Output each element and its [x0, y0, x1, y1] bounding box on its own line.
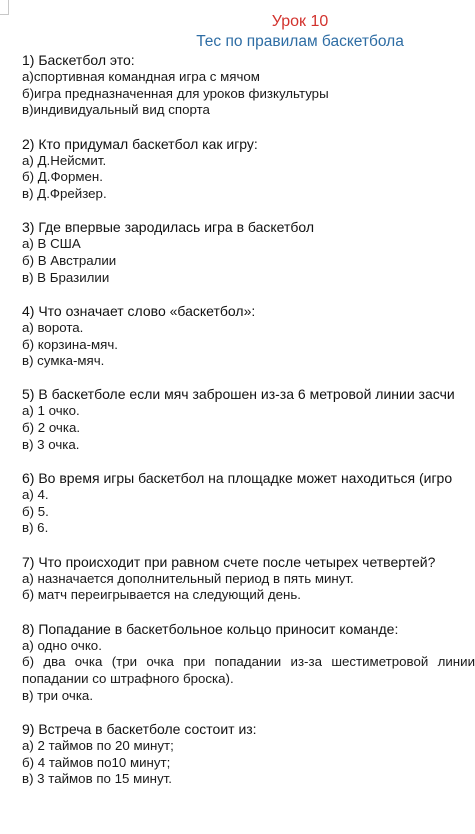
question-title: 4) Что означает слово «баскетбол»: — [22, 302, 256, 319]
answer-option-c: в) В Бразилии — [22, 269, 110, 285]
lesson-title: Урок 10 — [271, 13, 329, 30]
question-title: 5) В баскетболе если мяч заброшен из-за 6 метровой линии засчи — [22, 386, 455, 403]
answer-option-c: в) 6. — [22, 520, 49, 536]
question-4 — [22, 303, 475, 370]
question-list — [22, 52, 475, 804]
question-title: 3) Где впервые зародилась игра в баскетбол — [22, 219, 315, 236]
question-7 — [22, 554, 475, 604]
answer-option-b: б) В Австралии — [22, 252, 117, 268]
answer-option-b: б) 5. — [22, 503, 49, 519]
answer-option-a: а) В США — [22, 236, 81, 252]
question-8 — [22, 621, 475, 705]
question-6 — [22, 470, 475, 537]
answer-option-a: а) 2 таймов по 20 минут; — [22, 737, 174, 753]
answer-option-b: б) 2 очка. — [22, 420, 81, 436]
answer-option-a: а) ворота. — [22, 319, 84, 335]
question-title: 1) Баскетбол это: — [22, 52, 135, 68]
question-9 — [22, 721, 475, 788]
answer-option-b: б) два очка (три очка при попадании из-за шестиметровой линии попадании со штрафного броска). — [22, 654, 475, 686]
answer-option-c: в) 3 очка. — [22, 436, 80, 452]
question-title: 6) Во время игры баскетбол на площадке может находиться (игро — [22, 470, 453, 487]
answer-option-b: б)игра предназначенная для уроков физкультуры — [22, 85, 329, 101]
question-1 — [22, 52, 475, 119]
answer-option-c: в) сумка-мяч. — [22, 353, 105, 369]
answer-option-a: а) 1 очко. — [22, 403, 80, 419]
page-corner-mark — [0, 0, 9, 15]
question-title: 2) Кто придумал баскетбол как игру: — [22, 135, 258, 152]
test-title: Тес по правилам баскетбола — [196, 33, 404, 50]
question-title: 7) Что происходит при равном счете после четырех четвертей? — [22, 553, 436, 570]
answer-option-b: б) матч переигрывается на следующий день. — [22, 587, 301, 603]
answer-option-a: а) Д.Нейсмит. — [22, 152, 107, 168]
answer-option-c: в) Д.Фрейзер. — [22, 186, 107, 202]
answer-option-c: в) 3 таймов по 15 минут. — [22, 771, 172, 787]
answer-option-b: б) Д.Формен. — [22, 169, 103, 185]
question-5 — [22, 386, 475, 453]
answer-option-c: в)индивидуальный вид спорта — [22, 102, 210, 118]
answer-option-c: в) три очка. — [22, 687, 94, 703]
answer-option-b: б) 4 таймов по10 минут; — [22, 754, 171, 770]
question-3 — [22, 219, 475, 286]
answer-option-b: б) корзина-мяч. — [22, 336, 118, 352]
answer-option-a: а) 4. — [22, 487, 49, 503]
question-2 — [22, 136, 475, 203]
answer-option-a: а) назначается дополнительный период в пять минут. — [22, 570, 354, 586]
document-header — [150, 0, 450, 52]
question-title: 8) Попадание в баскетбольное кольцо приносит команде: — [22, 620, 399, 637]
question-title: 9) Встреча в баскетболе состоит из: — [22, 720, 257, 737]
answer-option-a: а) одно очко. — [22, 637, 102, 653]
answer-option-a: а)спортивная командная игра с мячом — [22, 69, 260, 84]
